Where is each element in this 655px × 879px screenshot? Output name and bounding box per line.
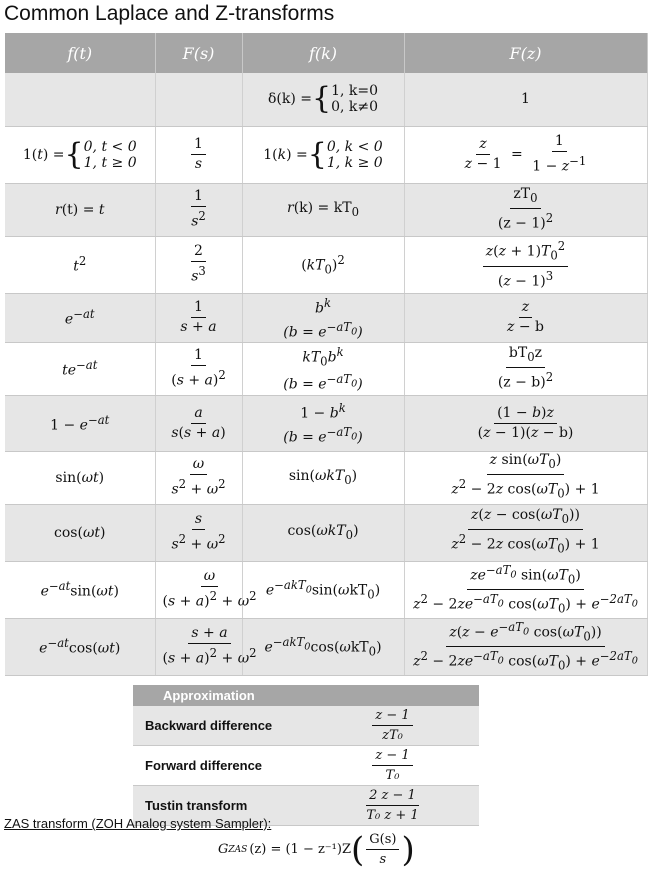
cell-fk: $1 - b^k$ $(b = e^{-aT_0})$	[242, 395, 404, 451]
zas-lhs: G	[218, 842, 229, 857]
page-title: Common Laplace and Z-transforms	[4, 2, 335, 25]
cell-Fz: $\frac{bT_0z}{(z - b)^2}$	[404, 342, 647, 395]
approx-label: Tustin transform	[133, 786, 306, 826]
table-row	[133, 706, 479, 746]
cell-fk: $(kT_0)^2$	[242, 236, 404, 293]
cell-ft	[5, 73, 155, 126]
cell-fk: $r(k) = kT_0$	[242, 183, 404, 236]
zas-mid: (z) = (1 − z⁻¹)Z	[249, 842, 351, 857]
cell-Fs: $\frac{\omega}{(s + a)^2 + \omega^2}$	[155, 561, 242, 618]
cell-fk: sin(ωkT$_0$)	[242, 451, 404, 504]
cell-fk: δ(k) = { 1, k=0 0, k≠0	[242, 73, 404, 126]
table-row	[5, 561, 647, 618]
cell-ft: $e^{-at}\cos(\omega t)$	[5, 618, 155, 675]
cell-ft: $t^2$	[5, 236, 155, 293]
table-row	[5, 618, 647, 675]
table-row	[5, 504, 647, 561]
cell-ft: $e^{-at}$	[5, 293, 155, 342]
cell-ft: sin(ωt)	[5, 451, 155, 504]
approx-value: $\frac{z - 1}{\text{T₀}}$	[306, 746, 479, 786]
zas-title: ZAS transform (ZOH Analog system Sampler):	[4, 816, 272, 831]
zas-formula: G ZAS (z) = (1 − z⁻¹)Z ( $\frac{G(s)}{s}$ )	[218, 829, 415, 870]
cell-fk: 1( k ) = { 0, k < 0 1, k ≥ 0	[242, 126, 404, 183]
approx-value: $\frac{z - 1}{\text{zT₀}}$	[306, 706, 479, 746]
zas-num: G(s)	[366, 831, 399, 850]
cell-fk: cos(ωkT$_0$)	[242, 504, 404, 561]
header-ft: f(t)	[5, 33, 155, 73]
transform-table	[5, 33, 648, 676]
cell-ft: $e^{-at}\sin(\omega t)$	[5, 561, 155, 618]
table-row	[5, 451, 647, 504]
cell-fk: $e^{-akT_0}\sin(\omega kT_0)$	[242, 561, 404, 618]
cell-Fs	[155, 73, 242, 126]
cell-Fs: $\frac{a}{s(s + a)}$	[155, 395, 242, 451]
table-row	[5, 236, 647, 293]
table-header-row	[5, 33, 647, 73]
cell-fk: $kT_0b^k$ $(b = e^{-aT_0})$	[242, 342, 404, 395]
cell-Fz: $\frac{z \sin(\omega T_0)}{z^2 - 2z \cos(\omega T_0) + 1}$	[404, 451, 647, 504]
zas-den: s	[379, 852, 387, 867]
cell-Fs: $\frac{1}{s}$	[155, 126, 242, 183]
cell-Fs: $\frac{1}{s^2}$	[155, 183, 242, 236]
cell-Fs: $\frac{s + a}{(s + a)^2 + \omega^2}$	[155, 618, 242, 675]
table-row	[5, 73, 647, 126]
table-row	[5, 183, 647, 236]
cell-Fz: $\frac{z(z - \cos(\omega T_0))}{z^2 - 2z \cos(\omega T_0) + 1}$	[404, 504, 647, 561]
cell-Fz: $\frac{(1 - b)z}{(z - 1)(z - b)}$	[404, 395, 647, 451]
cell-ft: $1 - e^{-at}$	[5, 395, 155, 451]
header-Fz: F(z)	[404, 33, 647, 73]
table-row	[5, 126, 647, 183]
cell-Fz: $\frac{z}{z - 1}$ = $\frac{1}{1 - z^{-1}}$	[404, 126, 647, 183]
approximation-table	[133, 685, 479, 826]
table-row	[133, 746, 479, 786]
cell-ft: 1( t ) = { 0, t < 0 1, t ≥ 0	[5, 126, 155, 183]
cell-Fs: $\frac{2}{s^3}$	[155, 236, 242, 293]
cell-Fz: $\frac{zT_0}{(z - 1)^2}$	[404, 183, 647, 236]
table-row	[5, 395, 647, 451]
cell-Fs: $\frac{1}{(s + a)^2}$	[155, 342, 242, 395]
cell-Fs: $\frac{1}{s + a}$	[155, 293, 242, 342]
table-row	[5, 293, 647, 342]
cell-Fs: $\frac{\omega}{s^2 + \omega^2}$	[155, 451, 242, 504]
zas-lhs-sub: ZAS	[228, 844, 248, 855]
header-Fs: F(s)	[155, 33, 242, 73]
cell-Fz: $\frac{ze^{-aT_0} \sin(\omega T_0)}{z^2 - 2ze^{-aT_0} \cos(\omega T_0) + e^{-2aT_0}}$	[404, 561, 647, 618]
header-fk: f(k)	[242, 33, 404, 73]
approx-label: Backward difference	[133, 706, 306, 746]
cell-ft: cos(ωt)	[5, 504, 155, 561]
cell-fk: $e^{-akT_0}\cos(\omega kT_0)$	[242, 618, 404, 675]
cell-Fz: $\frac{z}{z - b}$	[404, 293, 647, 342]
approx-label: Forward difference	[133, 746, 306, 786]
approx-value: $\frac{2 z - 1}{\text{T₀ z + 1}}$	[306, 786, 479, 826]
approximation-header: Approximation	[133, 685, 479, 706]
cell-Fz: 1	[404, 73, 647, 126]
table-row	[5, 342, 647, 395]
cell-Fs: $\frac{s}{s^2 + \omega^2}$	[155, 504, 242, 561]
cell-Fz: $\frac{z(z + 1)T_0^2}{(z - 1)^3}$	[404, 236, 647, 293]
cell-ft: $te^{-at}$	[5, 342, 155, 395]
cell-Fz: $\frac{z(z - e^{-aT_0} \cos(\omega T_0))}{z^2 - 2ze^{-aT_0} \cos(\omega T_0) + e^{-2aT_0}}$	[404, 618, 647, 675]
cell-fk: $b^k$ $(b = e^{-aT_0})$	[242, 293, 404, 342]
cell-ft: r(t) = t	[5, 183, 155, 236]
